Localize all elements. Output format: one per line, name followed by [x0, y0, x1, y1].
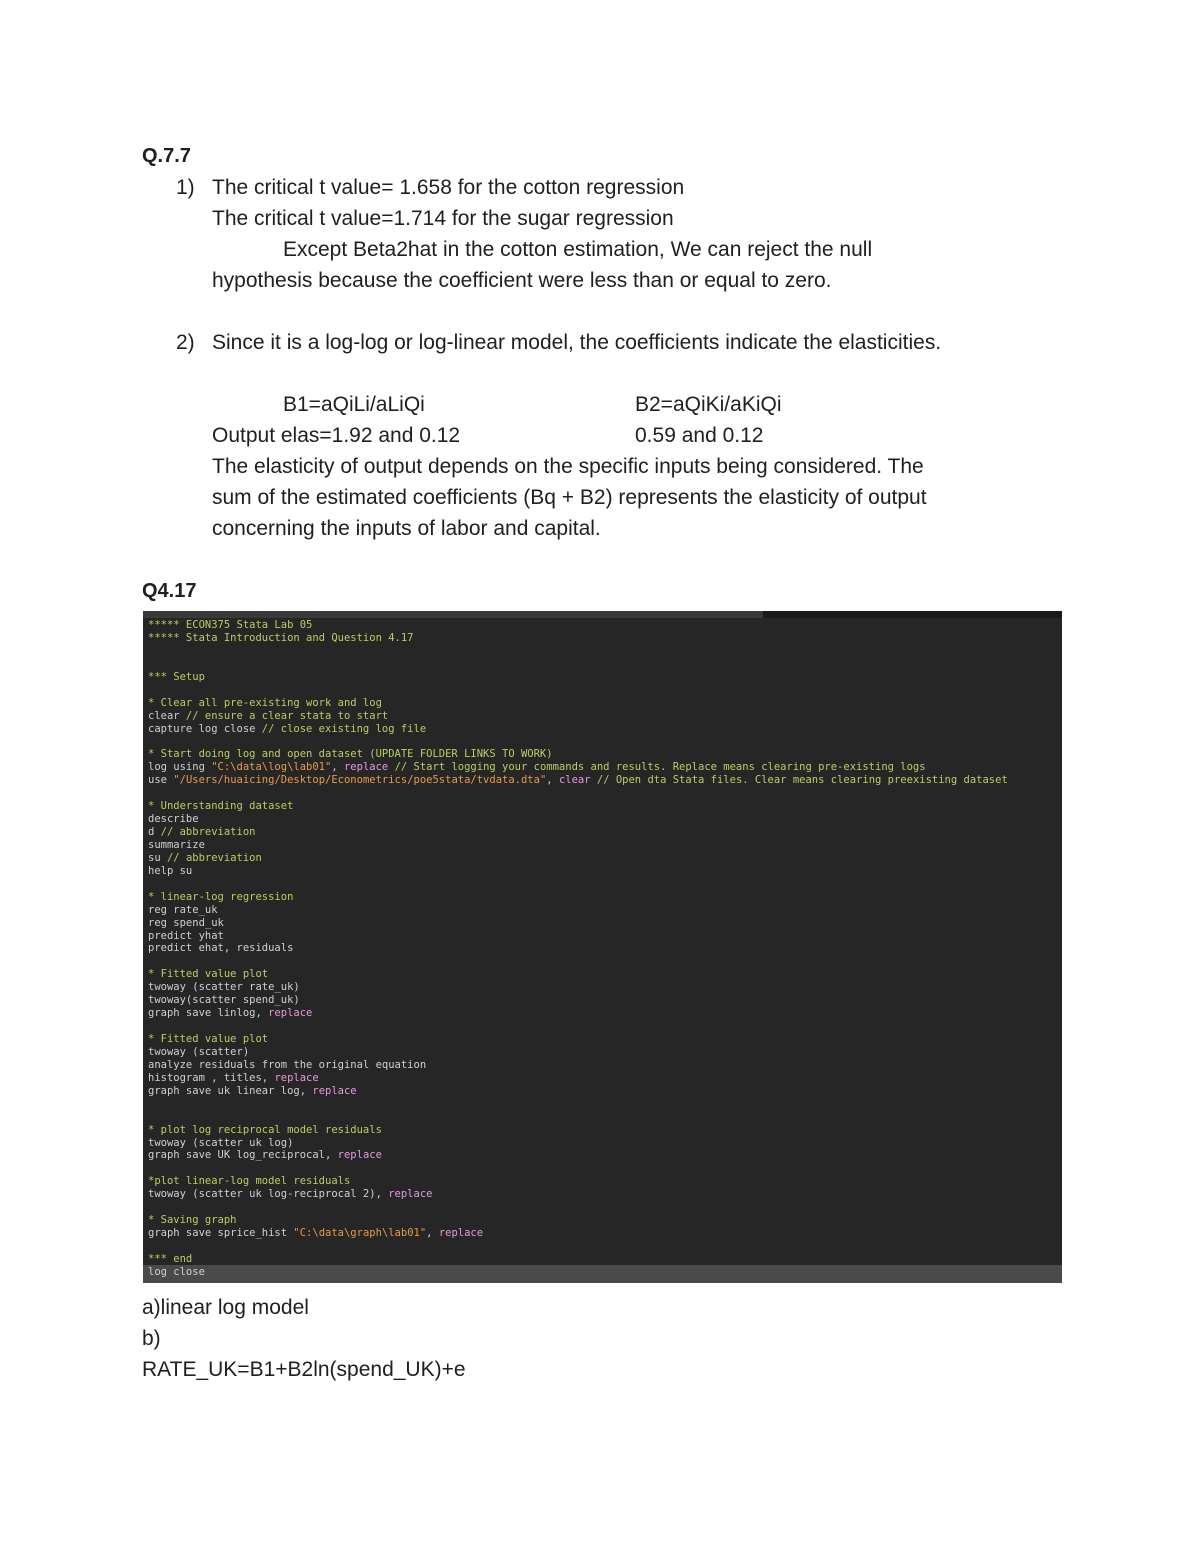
critical-t-cotton: The critical t value= 1.658 for the cotton regression [212, 176, 685, 199]
q417-heading: Q4.17 [142, 580, 197, 602]
regression-equation: RATE_UK=B1+B2ln(spend_UK)+e [142, 1358, 466, 1381]
code-line [148, 1085, 1008, 1098]
code-token: replace [438, 1227, 484, 1240]
code-line [148, 1149, 1008, 1162]
code-line [148, 710, 1008, 723]
code-line [148, 813, 1008, 826]
code-line [148, 697, 1008, 710]
code-token: predict yhat [148, 929, 224, 942]
code-token: // ensure a clear stata to start [179, 709, 389, 722]
code-line [148, 1098, 1008, 1111]
code-line [148, 1124, 1008, 1137]
code-token: "C:\data\log\lab01" [211, 761, 332, 774]
code-token: // Open dta Stata files. Clear means clearing preexisting dataset [590, 774, 1008, 787]
code-line [148, 1227, 1008, 1240]
code-line [148, 1137, 1008, 1150]
code-line [148, 1162, 1008, 1175]
code-line [148, 1175, 1008, 1188]
code-line [148, 1007, 1008, 1020]
code-line [148, 761, 1008, 774]
output-elasticity-left: Output elas=1.92 and 0.12 [212, 424, 461, 447]
code-token: use [148, 774, 174, 787]
code-line [148, 917, 1008, 930]
code-token: replace [343, 761, 389, 774]
code-line [148, 1214, 1008, 1227]
code-token: * linear-log regression [148, 890, 294, 903]
code-token: *plot linear-log model residuals [148, 1175, 351, 1188]
code-line [148, 671, 1008, 684]
code-token: graph save UK log_reciprocal, [148, 1149, 338, 1162]
code-token: capture log close [148, 722, 256, 735]
code-line [148, 839, 1008, 852]
code-line [148, 619, 1008, 632]
code-line [148, 1201, 1008, 1214]
code-token: ***** Stata Introduction and Question 4.17 [148, 631, 414, 644]
code-line [148, 994, 1008, 1007]
code-line [148, 632, 1008, 645]
do-file-code [148, 619, 1008, 1279]
code-token: * Saving graph [148, 1214, 237, 1227]
code-token: * Fitted value plot [148, 968, 269, 981]
elasticity-paragraph-1: The elasticity of output depends on the specific inputs being considered. The [212, 455, 924, 478]
code-line [148, 1240, 1008, 1253]
code-line [148, 942, 1008, 955]
code-token: replace [274, 1071, 319, 1084]
code-token: replace [388, 1188, 433, 1201]
code-line [148, 1020, 1008, 1033]
code-token: "/Users/huaicing/Desktop/Econometrics/poe5stata/tvdata.dta" [173, 774, 547, 787]
code-token: , [426, 1227, 439, 1240]
code-token: ***** ECON375 Stata Lab 05 [148, 619, 313, 631]
code-line [148, 891, 1008, 904]
code-token: // abbreviation [160, 851, 262, 864]
b2-formula: B2=aQiKi/aKiQi [635, 393, 782, 416]
null-hypothesis-text-1: Except Beta2hat in the cotton estimation, We can reject the null [283, 238, 873, 261]
code-token: *** end [148, 1252, 193, 1265]
code-token: *** Setup [148, 670, 205, 683]
code-line [148, 1046, 1008, 1059]
code-token: clear [148, 709, 180, 722]
elasticity-paragraph-3: concerning the inputs of labor and capital. [212, 517, 601, 540]
code-line [148, 1072, 1008, 1085]
code-token: graph save linlog, [148, 1007, 269, 1020]
code-token: // Start logging your commands and results. Replace means clearing pre-existing logs [388, 761, 926, 774]
code-token: describe [148, 813, 199, 826]
code-token: "C:\data\graph\lab01" [293, 1227, 427, 1240]
code-token: twoway(scatter spend_uk) [148, 994, 300, 1007]
code-line [148, 774, 1008, 787]
code-token: predict ehat, residuals [148, 942, 294, 955]
list-number-2: 2) [176, 331, 195, 354]
q77-heading: Q.7.7 [142, 145, 191, 167]
code-token: summarize [148, 838, 205, 851]
code-line [148, 981, 1008, 994]
code-line [148, 904, 1008, 917]
code-token: , [331, 761, 344, 774]
code-line [148, 1111, 1008, 1124]
answer-a: a)linear log model [142, 1296, 309, 1319]
code-line [148, 723, 1008, 736]
code-token: // abbreviation [154, 826, 256, 838]
output-elasticity-right: 0.59 and 0.12 [635, 424, 764, 447]
code-token: * Understanding dataset [148, 800, 294, 813]
code-token: log close [148, 1265, 205, 1278]
code-token: d [148, 826, 155, 838]
list-number-1: 1) [176, 176, 195, 199]
code-line [148, 878, 1008, 891]
code-line [148, 748, 1008, 761]
code-token: // close existing log file [255, 722, 427, 735]
code-line [148, 787, 1008, 800]
code-token: * Fitted value plot [148, 1033, 269, 1045]
stata-do-file-screenshot [143, 611, 1062, 1283]
code-line [148, 852, 1008, 865]
code-token: replace [268, 1007, 313, 1020]
code-line [148, 1033, 1008, 1046]
code-token: log using [148, 761, 212, 774]
code-line [148, 684, 1008, 697]
elasticity-paragraph-2: sum of the estimated coefficients (Bq + B2) represents the elasticity of output [212, 486, 927, 509]
code-token: twoway (scatter) [148, 1045, 250, 1058]
code-token: graph save uk linear log, [148, 1084, 313, 1097]
code-line [148, 1253, 1008, 1266]
code-line [148, 865, 1008, 878]
code-line [148, 658, 1008, 671]
code-token: clear [558, 774, 591, 787]
code-token: reg rate_uk [148, 903, 218, 916]
code-token: twoway (scatter uk log) [148, 1136, 294, 1149]
elasticity-intro: Since it is a log-log or log-linear model, the coefficients indicate the elasticities. [212, 331, 942, 354]
code-token: replace [337, 1149, 382, 1162]
code-token: twoway (scatter uk log-reciprocal 2), [148, 1188, 389, 1201]
code-token: reg spend_uk [148, 916, 224, 929]
code-line [148, 800, 1008, 813]
code-token: su [148, 851, 161, 864]
critical-t-sugar: The critical t value=1.714 for the sugar regression [212, 207, 674, 230]
code-line [148, 1188, 1008, 1201]
editor-top-bar [143, 611, 1062, 618]
code-token: * Clear all pre-existing work and log [148, 696, 382, 709]
b1-formula: B1=aQiLi/aLiQi [283, 393, 425, 416]
code-token: help su [148, 864, 193, 877]
code-line [148, 1266, 1008, 1279]
code-line [148, 735, 1008, 748]
code-line [148, 955, 1008, 968]
code-token: replace [312, 1084, 357, 1097]
code-token: graph save sprice_hist [148, 1227, 294, 1240]
code-token: * plot log reciprocal model residuals [148, 1123, 382, 1136]
code-token: , [546, 774, 559, 787]
answer-b: b) [142, 1327, 161, 1350]
null-hypothesis-text-2: hypothesis because the coefficient were less than or equal to zero. [212, 269, 832, 292]
code-token: * Start doing log and open dataset (UPDATE FOLDER LINKS TO WORK) [148, 748, 553, 761]
code-token: twoway (scatter rate_uk) [148, 981, 300, 994]
code-token: histogram , titles, [148, 1071, 275, 1084]
code-line [148, 645, 1008, 658]
code-line [148, 968, 1008, 981]
code-token: analyze residuals from the original equation [148, 1058, 427, 1071]
code-line [148, 826, 1008, 839]
code-line [148, 930, 1008, 943]
code-line [148, 1059, 1008, 1072]
